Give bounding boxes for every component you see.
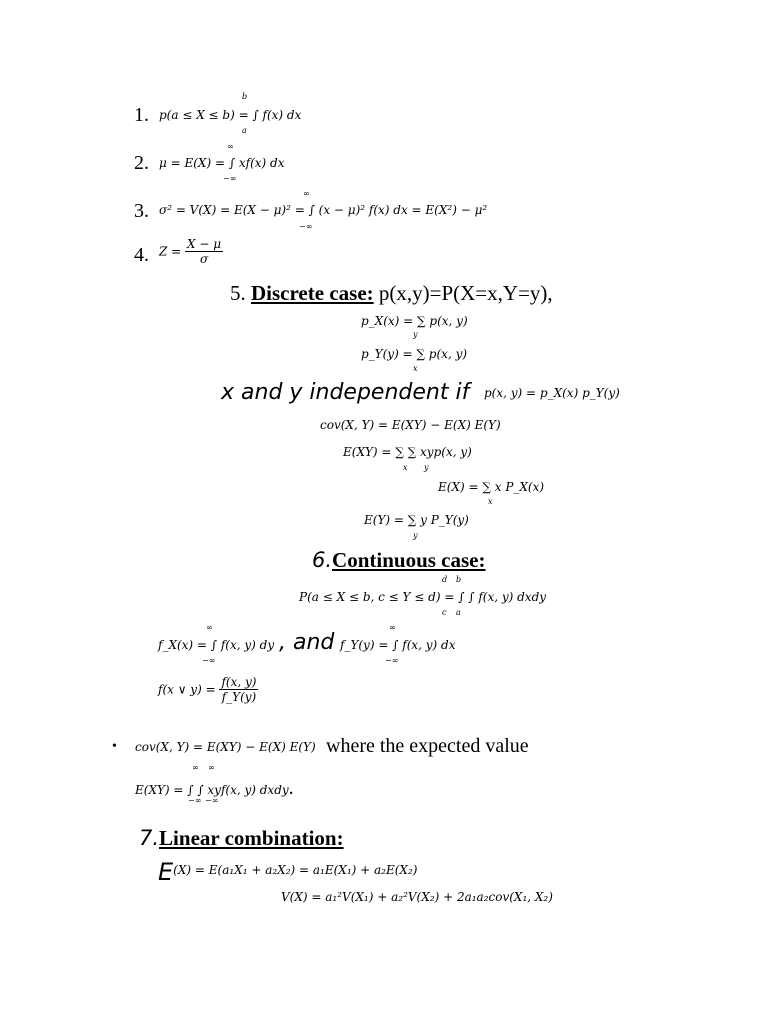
formula-linear-expectation	[158, 858, 417, 886]
formula-marginal-fx: f_X(x) = ∫ f(x, y) dy	[158, 638, 275, 652]
section-number: 5.	[230, 281, 246, 305]
heading-text: Linear combination:	[159, 826, 344, 850]
sum-index: y	[413, 330, 418, 339]
formula-marginal-fy: f_Y(y) = ∫ f(x, y) dx	[340, 638, 456, 652]
independence-text: x and y independent if	[221, 380, 470, 405]
formula-probability-interval: p(a ≤ X ≤ b) = ∫ f(x) dx	[159, 108, 302, 122]
formula-body: (X) = E(a₁X₁ + a₂X₂) = a₁E(X₁) + a₂E(X₂)	[173, 863, 418, 877]
integral-upper-limit: ∞	[192, 763, 199, 772]
formula-z-score	[159, 237, 223, 266]
formula-mean: μ = E(X) = ∫ xf(x) dx	[159, 156, 285, 170]
item-number-1: 1.	[134, 104, 149, 126]
conditional-numerator: f(x, y)	[221, 675, 257, 689]
integral-lower-limit: c	[442, 608, 447, 617]
integral-lower-limit: a	[242, 126, 247, 135]
integral-upper-limit: d	[442, 575, 448, 584]
integral-upper-limit: ∞	[206, 623, 213, 632]
z-lhs: Z =	[159, 244, 182, 259]
section-number: 6.	[312, 548, 333, 572]
integral-lower-limit: −∞	[223, 174, 237, 183]
conditional-lhs: f(x ∨ y) =	[158, 682, 216, 697]
formula-body: E(XY) = ∫ ∫ xyf(x, y) dxdy	[135, 783, 289, 797]
heading-rest: p(x,y)=P(X=x,Y=y),	[373, 281, 553, 305]
integral-upper-limit: ∞	[303, 189, 310, 198]
formula-expected-xy: E(XY) = ∑ ∑ xyp(x, y)	[343, 445, 472, 459]
integral-lower-limit: −∞	[202, 656, 216, 665]
z-numerator: X − μ	[187, 237, 222, 251]
formula-joint-probability: P(a ≤ X ≤ b, c ≤ Y ≤ d) = ∫ ∫ f(x, y) dxdy	[299, 590, 547, 604]
formula-covariance: cov(X, Y) = E(XY) − E(X) E(Y)	[320, 418, 501, 432]
section-linear-heading	[139, 826, 344, 851]
integral-lower-limit: −∞	[205, 796, 219, 805]
integral-upper-limit: ∞	[208, 763, 215, 772]
and-text: , and	[279, 630, 335, 655]
big-e: E	[158, 858, 174, 886]
heading-text: Discrete case:	[251, 281, 374, 305]
item-number-4: 4.	[134, 244, 149, 266]
sum-index: x	[413, 364, 418, 373]
sum-index: x	[403, 463, 408, 472]
integral-upper-limit: ∞	[227, 142, 234, 151]
sum-index: y	[413, 531, 418, 540]
integral-lower-limit: −∞	[299, 222, 313, 231]
formula-independence: p(x, y) = p_X(x) p_Y(y)	[484, 386, 620, 400]
formula-expected-y: E(Y) = ∑ y P_Y(y)	[364, 513, 469, 527]
bullet-marker: •	[112, 739, 117, 754]
section-number: 7.	[139, 826, 160, 850]
formula-linear-variance: V(X) = a₁²V(X₁) + a₂²V(X₂) + 2a₁a₂cov(X₁, X₂)	[281, 890, 553, 904]
section-continuous-heading	[312, 548, 486, 573]
formula-marginal-px: p_X(x) = ∑ p(x, y)	[361, 314, 468, 328]
integral-upper-limit: b	[456, 575, 462, 584]
sum-index: y	[424, 463, 429, 472]
integral-lower-limit: a	[456, 608, 461, 617]
integral-upper-limit: ∞	[389, 623, 396, 632]
z-denominator: σ	[199, 252, 209, 266]
integral-lower-limit: −∞	[188, 796, 202, 805]
item-number-2: 2.	[134, 152, 149, 174]
formula-variance: σ² = V(X) = E(X − μ)² = ∫ (x − μ)² f(x) dx = E(X²) − μ²	[159, 203, 488, 217]
integral-lower-limit: −∞	[385, 656, 399, 665]
conditional-fraction	[219, 675, 258, 704]
formula-expected-x: E(X) = ∑ x P_X(x)	[438, 480, 545, 494]
expected-value-text: where the expected value	[326, 735, 529, 757]
period: .	[288, 777, 294, 799]
z-fraction	[185, 237, 223, 266]
integral-upper-limit: b	[242, 92, 248, 101]
heading-text: Continuous case:	[332, 548, 486, 572]
sum-index: x	[488, 497, 493, 506]
section-discrete-heading	[230, 281, 553, 306]
conditional-denominator: f_Y(y)	[221, 690, 257, 704]
item-number-3: 3.	[134, 200, 149, 222]
formula-conditional-density	[158, 675, 258, 704]
formula-marginal-py: p_Y(y) = ∑ p(x, y)	[361, 347, 468, 361]
formula-covariance-bullet: cov(X, Y) = E(XY) − E(X) E(Y)	[135, 740, 316, 754]
